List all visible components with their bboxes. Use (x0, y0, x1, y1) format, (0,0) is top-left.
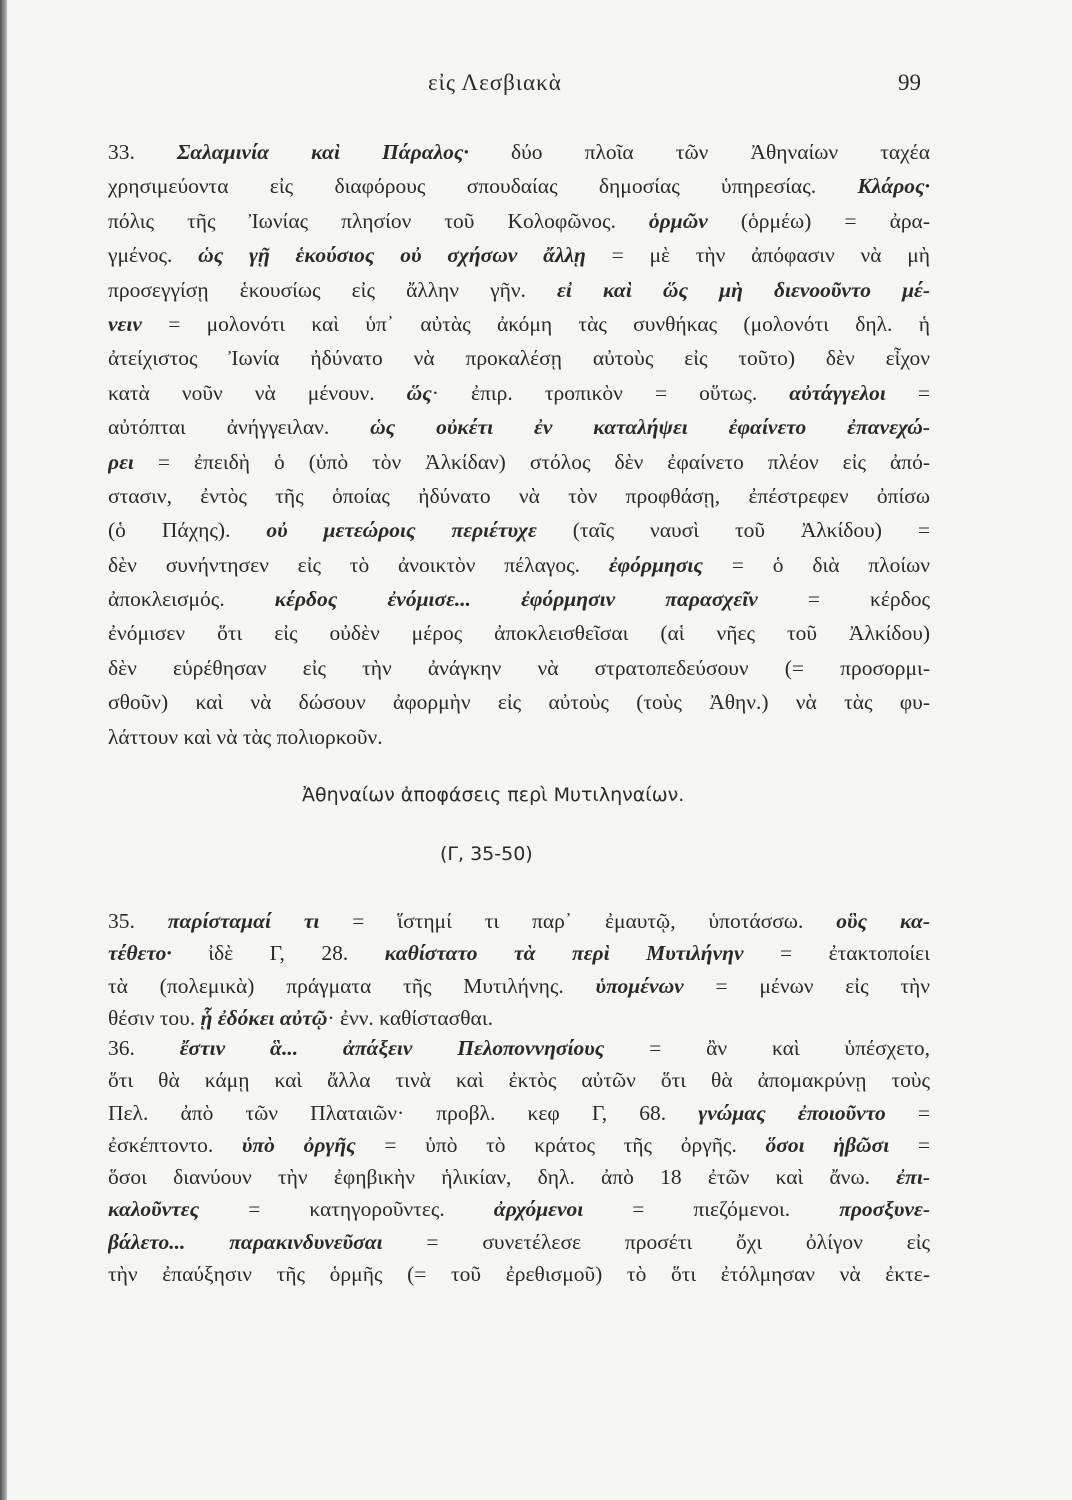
text-line (108, 1193, 930, 1225)
text-line (108, 1129, 930, 1161)
gloss-text: = ἐπειδὴ ὁ (ὑπὸ τὸν Ἀλκίδαν) στόλος δὲν ἐφαίνετο πλέον εἰς ἀπό- (133, 449, 930, 474)
gloss-text: λάττουν καὶ νὰ τὰς πολιορκοῦν. (108, 724, 383, 749)
gloss-text: = μολονότι καὶ ὑπ᾿ αὐτὰς ἀκόμη τὰς συνθήκας (μολονότι δηλ. ἡ (141, 311, 930, 336)
running-title: εἰς Λεσβιακὰ (428, 70, 562, 95)
gloss-text: στασιν, ἐντὸς τῆς ὁποίας ἠδύνατο νὰ τὸν προφθάσῃ, ἐπέστρεφεν ὀπίσω (108, 483, 930, 508)
lemma-term: νειν (108, 311, 142, 336)
lemma-term: γνώμας ἐποιοῦντο (698, 1100, 886, 1125)
lemma-term: ὅσοι ἡβῶσι (765, 1132, 890, 1157)
gloss-text: σθοῦν) καὶ νὰ δώσουν ἀφορμὴν εἰς αὐτοὺς (τοὺς Ἀθην.) νὰ τὰς φυ- (108, 690, 930, 715)
lemma-term: οὓς κα- (836, 909, 930, 933)
gloss-text: προσεγγίσῃ ἑκουσίως εἰς ἄλλην γῆν. (108, 277, 558, 302)
gloss-text: = (889, 1132, 930, 1157)
gloss-text: ἰδὲ Γ, 28. (171, 941, 385, 966)
gloss-text: = (885, 380, 930, 405)
text-line (108, 685, 930, 719)
gloss-text: ἐνόμισεν ὅτι εἰς οὐδὲν μέρος ἀποκλεισθεῖσαι (αἱ νῆες τοῦ Ἀλκίδου) (108, 621, 930, 646)
text-line (108, 410, 930, 444)
lemma-term: ὡς οὐκέτι ἐν καταλήψει ἐφαίνετο ἐπανεχώ- (370, 415, 930, 440)
text-line (108, 720, 930, 754)
lemma-term: ἀρχόμενοι (493, 1197, 584, 1222)
lemma-term: ὥς (406, 380, 432, 405)
paragraph-35 (108, 905, 930, 1034)
gloss-text: = ὑπὸ τὸ κράτος τῆς ὀργῆς. (355, 1132, 766, 1157)
lemma-term: αὐτάγγελοι (789, 380, 886, 405)
text-line (108, 1097, 930, 1129)
gloss-text: κατὰ νοῦν νὰ μένουν. (108, 380, 407, 405)
lemma-term: ἐπι- (896, 1165, 930, 1190)
gloss-text: ὅσοι διανύουν τὴν ἐφηβικὴν ἡλικίαν, δηλ. ἀπὸ 18 ἐτῶν καὶ ἄνω. (108, 1165, 897, 1190)
lemma-term: κέρδος ἐνόμισε... ἐφόρμησιν παρασχεῖν (274, 587, 758, 612)
gloss-text: = (885, 1100, 930, 1125)
gloss-text: · ἐνν. καθίστασθαι. (327, 1005, 493, 1030)
gloss-text: ἐσκέπτοντο. (108, 1132, 242, 1157)
text-line (108, 513, 930, 547)
lemma-term: οὐ μετεώροις περιέτυχε (266, 518, 537, 543)
gloss-text: τὰ (πολεμικὰ) πράγματα τῆς Μυτιλήνης. (108, 973, 596, 998)
gloss-text: Πελ. ἀπὸ τῶν Πλαταιῶν· προβλ. κεφ Γ, 68. (108, 1100, 699, 1125)
text-line (108, 1032, 930, 1064)
gloss-text: (ὁρμέω) = ἀρα- (707, 208, 930, 233)
gloss-text: (ὁ Πάχης). (108, 518, 267, 543)
gloss-text: τὴν ἐπαύξησιν τῆς ὁρμῆς (= τοῦ ἐρεθισμοῦ) τὸ ὅτι ἐτόλμησαν νὰ ἐκτε- (108, 1262, 930, 1287)
text-line (108, 1002, 930, 1034)
paragraph-33 (108, 135, 930, 754)
scan-edge (0, 0, 7, 1500)
gloss-text: δύο πλοῖα τῶν Ἀθηναίων ταχέα (468, 140, 930, 164)
text-line (108, 1161, 930, 1193)
running-header (0, 70, 1072, 104)
text-line (108, 479, 930, 513)
text-line (108, 970, 930, 1002)
gloss-text: = μὲ τὴν ἀπόφασιν νὰ μὴ (585, 243, 930, 268)
gloss-text: αὐτόπται ἀνήγγειλαν. (108, 415, 371, 440)
lemma-term: ὑπὸ ὀργῆς (241, 1132, 356, 1157)
page-number: 99 (898, 70, 921, 95)
paragraph-36 (108, 1032, 930, 1290)
gloss-text: θέσιν του. (108, 1005, 201, 1030)
gloss-text: ὅτι θὰ κάμῃ καὶ ἄλλα τινὰ καὶ ἐκτὸς αὐτῶν ὅτι θὰ ἀπομακρύνῃ τοὺς (108, 1068, 930, 1093)
lemma-term: ἐφόρμησις (608, 552, 703, 577)
gloss-text: ἀποκλεισμός. (108, 587, 275, 612)
gloss-text: 35. (108, 909, 168, 933)
gloss-text: δὲν συνήντησεν εἰς τὸ ἀνοικτὸν πέλαγος. (108, 552, 609, 577)
gloss-text: πόλις τῆς Ἰωνίας πλησίον τοῦ Κολοφῶνος. (108, 208, 649, 233)
gloss-text: = ἐτακτοποίει (743, 941, 930, 966)
gloss-text: = συνετέλεσε προσέτι ὄχι ὀλίγον εἰς (382, 1229, 930, 1254)
lemma-term: παρίσταμαί τι (167, 909, 320, 933)
text-line (108, 616, 930, 650)
lemma-term: ᾗ ἐδόκει αὐτῷ (200, 1005, 328, 1030)
gloss-text: = πιεζόμενοι. (583, 1197, 840, 1222)
gloss-text: = κέρδος (757, 587, 930, 612)
gloss-text: = ὁ διὰ πλοίων (702, 552, 930, 577)
lemma-term: ὁρμῶν (648, 208, 708, 233)
lemma-term: καθίστατο τὰ περὶ Μυτιλήνην (384, 941, 744, 966)
text-line (108, 905, 930, 937)
gloss-text: = ἵστημί τι παρ᾿ ἐμαυτῷ, ὑποτάσσω. (319, 909, 837, 933)
gloss-text: = κατηγοροῦντες. (199, 1197, 494, 1222)
text-line (108, 1226, 930, 1258)
text-line (108, 1064, 930, 1096)
lemma-term: Σαλαμινία καὶ Πάραλος· (176, 140, 469, 164)
text-line (108, 169, 930, 203)
gloss-text: 36. (108, 1036, 180, 1060)
lemma-term: προσξυνε- (839, 1197, 930, 1222)
text-line (108, 445, 930, 479)
gloss-text: γμένος. (108, 243, 199, 268)
gloss-text: 33. (108, 140, 177, 164)
gloss-text: = μένων εἰς τὴν (683, 973, 930, 998)
gloss-text: χρησιμεύοντα εἰς διαφόρους σπουδαίας δημοσίας ὑπηρεσίας. (108, 174, 858, 199)
lemma-term: εἰ καὶ ὥς μὴ διενοοῦντο μέ- (557, 277, 930, 302)
gloss-text: (ταῖς ναυσὶ τοῦ Ἀλκίδου) = (536, 518, 930, 543)
lemma-term: ὡς γῇ ἑκούσιος οὐ σχήσων ἄλλῃ (198, 243, 586, 268)
text-line (108, 238, 930, 272)
text-line (108, 937, 930, 969)
section-heading: Ἀθηναίων ἀποφάσεις περὶ Μυτιληναίων. (302, 784, 685, 806)
text-line (108, 1258, 930, 1290)
text-line (108, 651, 930, 685)
text-line (108, 582, 930, 616)
lemma-term: ρει (108, 449, 134, 474)
text-line (108, 341, 930, 375)
text-line (108, 204, 930, 238)
lemma-term: Κλάρος· (857, 174, 930, 199)
text-line (108, 376, 930, 410)
gloss-text: · ἐπιρ. τροπικὸν = οὕτως. (431, 380, 790, 405)
text-line (108, 273, 930, 307)
lemma-term: βάλετο... παρακινδυνεῦσαι (108, 1229, 383, 1254)
lemma-term: καλοῦντες (108, 1197, 200, 1222)
lemma-term: τέθετο· (108, 941, 172, 966)
gloss-text: = ἂν καὶ ὑπέσχετο, (604, 1036, 930, 1060)
text-line (108, 135, 930, 169)
text-line (108, 307, 930, 341)
gloss-text: ἀτείχιστος Ἰωνία ἠδύνατο νὰ προκαλέσῃ αὐτοὺς εἰς τοῦτο) δὲν εἶχον (108, 346, 930, 371)
section-reference: (Γ, 35-50) (440, 843, 533, 865)
text-line (108, 548, 930, 582)
gloss-text: δὲν εὑρέθησαν εἰς τὴν ἀνάγκην νὰ στρατοπεδεύσουν (= προσορμι- (108, 655, 930, 680)
lemma-term: ἔστιν ἃ... ἀπάξειν Πελοποννησίους (179, 1036, 605, 1060)
lemma-term: ὑπομένων (595, 973, 684, 998)
